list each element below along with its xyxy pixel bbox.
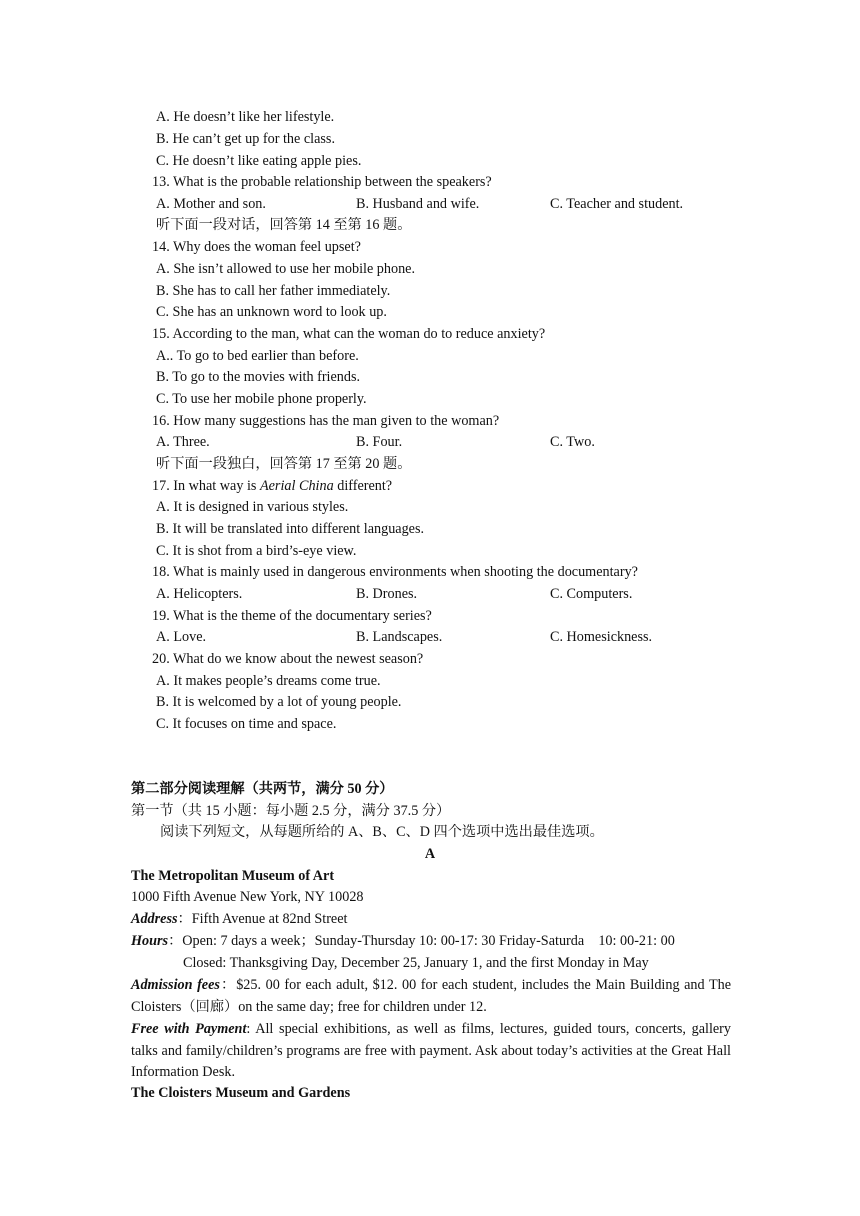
q19-option-b: B. Landscapes.	[356, 629, 443, 645]
q17-option-b: B. It will be translated into different languages.	[156, 521, 425, 537]
q17-prefix: 17. In what way is	[152, 478, 260, 494]
museum-hours-closed: Closed: Thanksgiving Day, December 25, January 1, and the first Monday in May	[183, 955, 649, 971]
q19-option-c: C. Homesickness.	[550, 629, 653, 645]
museum-fees	[131, 975, 731, 1018]
q14-option-b: B. She has to call her father immediately.	[156, 283, 391, 299]
address-value: ：Fifth Avenue at 82nd Street	[177, 911, 348, 927]
cloisters-title: The Cloisters Museum and Gardens	[131, 1085, 351, 1101]
q19-question: 19. What is the theme of the documentary series?	[152, 608, 432, 624]
q20-question: 20. What do we know about the newest season?	[152, 651, 424, 667]
q16-option-c: C. Two.	[550, 434, 595, 450]
museum-street: 1000 Fifth Avenue New York, NY 10028	[131, 889, 364, 905]
q16-option-a: A. Three.	[156, 434, 210, 450]
q17-option-a: A. It is designed in various styles.	[156, 499, 349, 515]
passage-letter: A	[424, 846, 436, 862]
q20-option-b: B. It is welcomed by a lot of young people.	[156, 694, 402, 710]
q17-question	[152, 477, 392, 495]
museum-hours	[131, 932, 675, 950]
q15-question: 15. According to the man, what can the woman do to reduce anxiety?	[152, 326, 546, 342]
q16-question: 16. How many suggestions has the man given to the woman?	[152, 413, 500, 429]
museum-title: The Metropolitan Museum of Art	[131, 868, 335, 884]
q17-option-c: C. It is shot from a bird’s-eye view.	[156, 543, 357, 559]
q15-option-a: A.. To go to bed earlier than before.	[156, 348, 359, 364]
section1-heading: 第一节（共 15 小题：每小题 2.5 分，满分 37.5 分）	[131, 803, 451, 819]
address-label: Address	[131, 911, 178, 927]
museum-free	[131, 1019, 731, 1084]
q20-option-c: C. It focuses on time and space.	[156, 716, 337, 732]
q18-option-a: A. Helicopters.	[156, 586, 243, 602]
q17-suffix: different?	[333, 478, 393, 494]
q17-title: Aerial China	[259, 478, 334, 494]
reading-instruction: 阅读下列短文，从每题所给的 A、B、C、D 四个选项中选出最佳选项。	[160, 824, 604, 840]
instruction-14-16: 听下面一段对话，回答第 14 至第 16 题。	[156, 217, 412, 233]
free-value: : All special exhibitions, as well as films, lectures, guided tours, concerts, gallery talks and family/children’s programs are free with payment. Ask about today’s activities at the Great Hall Information Desk.	[131, 1021, 732, 1080]
q13-option-a: A. Mother and son.	[156, 196, 266, 212]
q14-question: 14. Why does the woman feel upset?	[152, 239, 361, 255]
q13-option-c: C. Teacher and student.	[550, 196, 684, 212]
q19-option-a: A. Love.	[156, 629, 207, 645]
part2-heading: 第二部分阅读理解（共两节，满分 50 分）	[131, 781, 394, 797]
q12-option-a: A. He doesn’t like her lifestyle.	[156, 109, 335, 125]
q13-question: 13. What is the probable relationship between the speakers?	[152, 174, 492, 190]
q14-option-c: C. She has an unknown word to look up.	[156, 304, 387, 320]
q13-option-b: B. Husband and wife.	[356, 196, 480, 212]
hours-label: Hours	[131, 933, 169, 949]
museum-address	[131, 910, 347, 928]
hours-open: ：Open: 7 days a week；Sunday-Thursday 10: 00-17: 30 Friday-Saturda 10: 00-21: 00	[168, 933, 675, 949]
instruction-17-20: 听下面一段独白，回答第 17 至第 20 题。	[156, 456, 412, 472]
q18-option-c: C. Computers.	[550, 586, 633, 602]
q15-option-b: B. To go to the movies with friends.	[156, 369, 361, 385]
free-label: Free with Payment	[131, 1021, 247, 1037]
fees-value: ：$25. 00 for each adult, $12. 00 for each student, includes the Main Building and The Cloisters（回廊）on the same day; free for children under 12.	[131, 977, 732, 1015]
q16-option-b: B. Four.	[356, 434, 403, 450]
fees-label: Admission fees	[131, 977, 220, 993]
q12-option-c: C. He doesn’t like eating apple pies.	[156, 153, 362, 169]
q15-option-c: C. To use her mobile phone properly.	[156, 391, 367, 407]
q20-option-a: A. It makes people’s dreams come true.	[156, 673, 381, 689]
q18-option-b: B. Drones.	[356, 586, 418, 602]
q14-option-a: A. She isn’t allowed to use her mobile phone.	[156, 261, 416, 277]
q18-question: 18. What is mainly used in dangerous environments when shooting the documentary?	[152, 564, 638, 580]
q12-option-b: B. He can’t get up for the class.	[156, 131, 335, 147]
